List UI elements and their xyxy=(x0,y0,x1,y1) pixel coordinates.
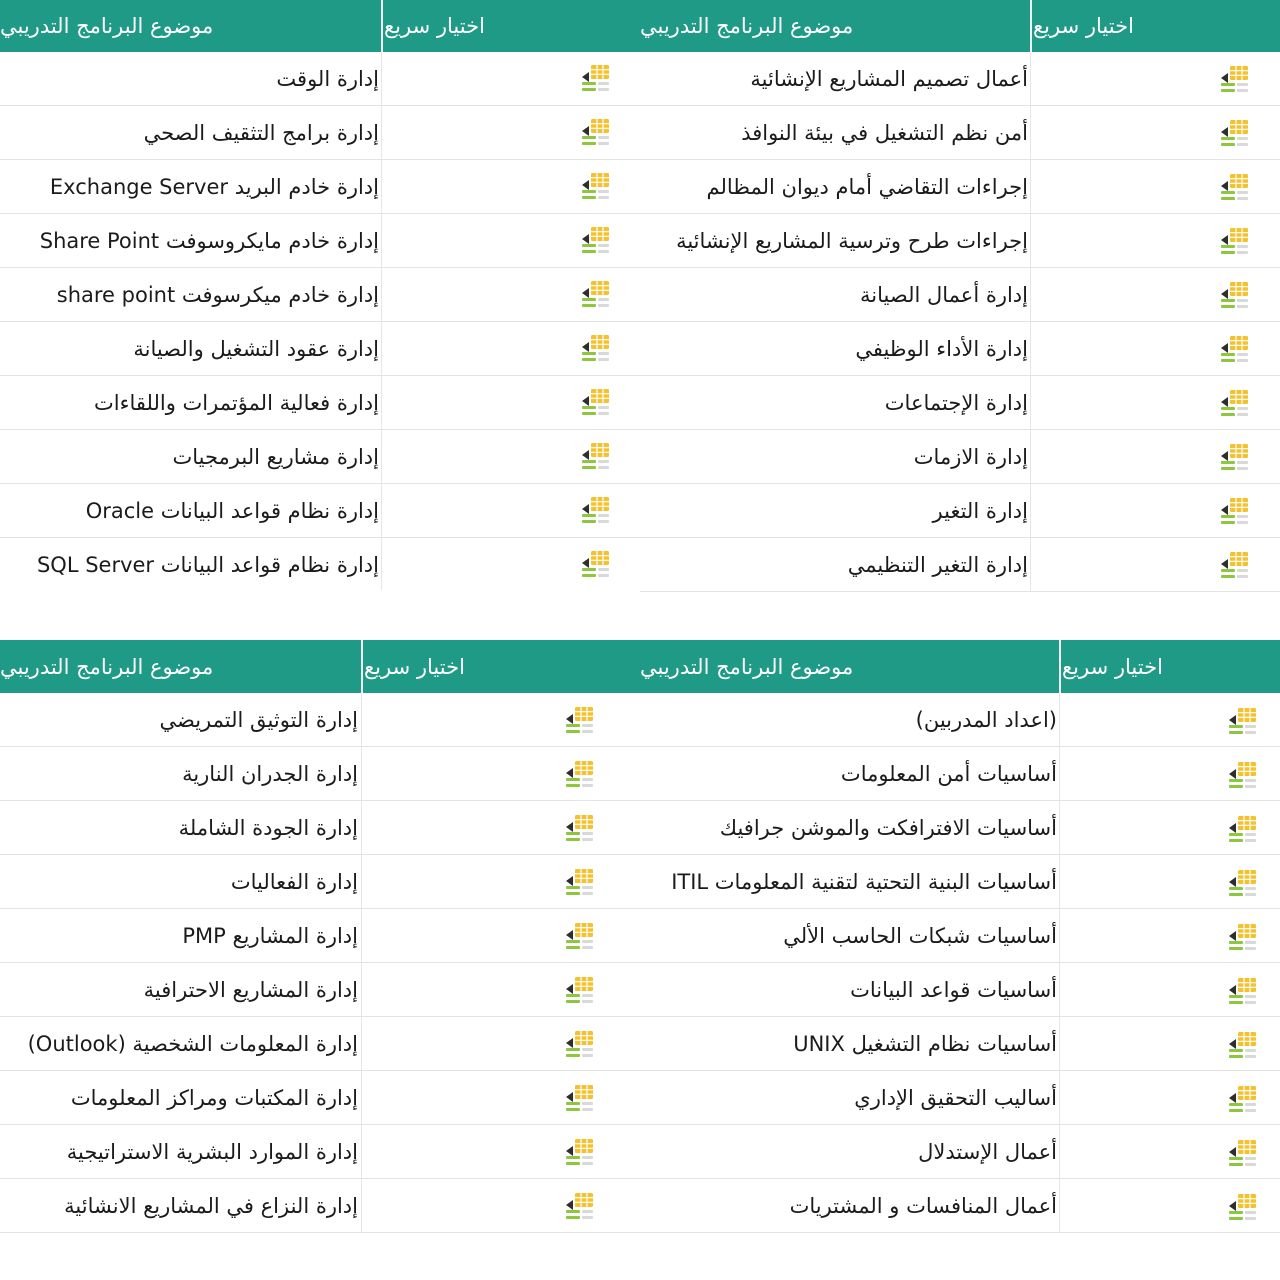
course-topic: إدارة المشاريع PMP xyxy=(182,923,358,948)
column-divider xyxy=(381,430,382,483)
column-divider xyxy=(381,160,382,213)
course-topic: إدارة الازمات xyxy=(913,444,1028,469)
table-select-icon[interactable] xyxy=(579,547,613,581)
table-select-icon[interactable] xyxy=(563,973,597,1007)
table-select-icon[interactable] xyxy=(579,223,613,257)
table-row xyxy=(0,963,640,1017)
topic-column-header: موضوع البرنامج التدريبي xyxy=(0,14,214,38)
column-divider xyxy=(381,214,382,267)
column-divider xyxy=(1059,1125,1060,1178)
topic-column-header: موضوع البرنامج التدريبي xyxy=(640,14,854,38)
course-topic: أساسيات شبكات الحاسب الألي xyxy=(783,923,1057,948)
column-divider xyxy=(381,484,382,537)
course-topic: إدارة أعمال الصيانة xyxy=(860,282,1028,307)
course-topic: إدارة المشاريع الاحترافية xyxy=(143,977,358,1002)
table-select-icon[interactable] xyxy=(1218,386,1252,420)
table-select-icon[interactable] xyxy=(1226,1028,1260,1062)
column-divider xyxy=(361,1017,362,1070)
course-topic: إدارة خادم مايكروسوفت Share Point xyxy=(39,228,379,253)
course-topic: أعمال الإستدلال xyxy=(918,1139,1057,1164)
course-topic: إدارة التوثيق التمريضي xyxy=(159,707,358,732)
column-divider xyxy=(1059,909,1060,962)
table-row xyxy=(0,801,640,855)
quick-select-column-header: اختيار سريع xyxy=(1033,14,1134,38)
table-select-icon[interactable] xyxy=(563,1081,597,1115)
course-topic: أساليب التحقيق الإداري xyxy=(854,1085,1057,1110)
table-header xyxy=(640,0,1280,52)
column-divider xyxy=(381,538,382,590)
table-row xyxy=(0,1125,640,1179)
table-select-icon[interactable] xyxy=(1226,758,1260,792)
table-row xyxy=(640,693,1280,747)
column-divider xyxy=(361,909,362,962)
table-row xyxy=(0,52,640,106)
table-row xyxy=(0,693,640,747)
column-divider xyxy=(1059,693,1060,746)
column-divider xyxy=(381,322,382,375)
column-divider xyxy=(1030,214,1031,267)
table-select-icon[interactable] xyxy=(1218,170,1252,204)
table-row xyxy=(0,376,640,430)
table-select-icon[interactable] xyxy=(563,865,597,899)
course-topic: إدارة عقود التشغيل والصيانة xyxy=(133,336,379,361)
course-topic: أمن نظم التشغيل في بيئة النوافذ xyxy=(741,120,1028,145)
column-divider xyxy=(381,376,382,429)
table-select-icon[interactable] xyxy=(563,703,597,737)
table-select-icon[interactable] xyxy=(563,757,597,791)
course-topic: إدارة الإجتماعات xyxy=(884,390,1028,415)
column-divider xyxy=(361,855,362,908)
table-row xyxy=(640,963,1280,1017)
table-select-icon[interactable] xyxy=(1226,812,1260,846)
table-row xyxy=(0,1017,640,1071)
table-select-icon[interactable] xyxy=(1226,920,1260,954)
table-row xyxy=(640,52,1280,106)
table-row xyxy=(0,538,640,590)
column-divider xyxy=(1059,747,1060,800)
course-topic: أساسيات أمن المعلومات xyxy=(840,761,1057,786)
table-select-icon[interactable] xyxy=(1226,974,1260,1008)
table-select-icon[interactable] xyxy=(579,61,613,95)
course-topic: (اعداد المدربين) xyxy=(915,707,1057,732)
course-topic: أعمال تصميم المشاريع الإنشائية xyxy=(750,66,1028,91)
table-row xyxy=(640,855,1280,909)
column-divider xyxy=(1059,1179,1060,1232)
table-row xyxy=(0,747,640,801)
course-table-1 xyxy=(640,0,1280,592)
course-topic: أساسيات الافترافكت والموشن جرافيك xyxy=(719,815,1057,840)
table-row xyxy=(0,909,640,963)
table-row xyxy=(640,909,1280,963)
column-divider xyxy=(381,52,382,105)
table-select-icon[interactable] xyxy=(1226,1136,1260,1170)
table-select-icon[interactable] xyxy=(563,811,597,845)
course-topic: إدارة الموارد البشرية الاستراتيجية xyxy=(66,1139,358,1164)
column-divider xyxy=(361,801,362,854)
table-select-icon[interactable] xyxy=(1226,866,1260,900)
table-row xyxy=(640,747,1280,801)
course-topic: إجراءات التقاضي أمام ديوان المظالم xyxy=(706,174,1028,199)
column-divider xyxy=(1030,430,1031,483)
column-divider xyxy=(1030,160,1031,213)
column-divider xyxy=(1059,1017,1060,1070)
column-divider xyxy=(361,963,362,1016)
table-row xyxy=(0,855,640,909)
table-select-icon[interactable] xyxy=(1218,440,1252,474)
course-topic: إدارة الجودة الشاملة xyxy=(178,815,358,840)
course-table-2 xyxy=(0,0,640,590)
column-divider xyxy=(1030,322,1031,375)
course-topic: إدارة التغير xyxy=(932,498,1028,523)
course-topic: إدارة التغير التنظيمي xyxy=(847,552,1028,577)
table-header xyxy=(0,0,640,52)
column-divider xyxy=(1030,376,1031,429)
table-row xyxy=(0,322,640,376)
table-row xyxy=(640,538,1280,592)
column-divider xyxy=(1059,855,1060,908)
course-topic: إجراءات طرح وترسية المشاريع الإنشائية xyxy=(676,228,1028,253)
course-topic: أساسيات قواعد البيانات xyxy=(850,977,1057,1002)
table-row xyxy=(0,1179,640,1233)
table-select-icon[interactable] xyxy=(1226,1082,1260,1116)
course-topic: إدارة نظام قواعد البيانات SQL Server xyxy=(36,552,379,577)
column-divider xyxy=(361,1125,362,1178)
column-divider xyxy=(1059,963,1060,1016)
table-select-icon[interactable] xyxy=(1218,62,1252,96)
column-divider xyxy=(1030,52,1031,105)
course-topic: إدارة الأداء الوظيفي xyxy=(855,336,1028,361)
table-row xyxy=(640,322,1280,376)
table-row xyxy=(640,376,1280,430)
table-row xyxy=(640,268,1280,322)
column-divider xyxy=(361,747,362,800)
topic-column-header: موضوع البرنامج التدريبي xyxy=(0,654,214,679)
course-table-4 xyxy=(0,640,640,1234)
column-divider xyxy=(381,268,382,321)
table-select-icon[interactable] xyxy=(1218,548,1252,582)
course-topic: إدارة فعالية المؤتمرات واللقاءات xyxy=(94,390,379,415)
course-topic: إدارة نظام قواعد البيانات Oracle xyxy=(85,498,379,523)
table-select-icon[interactable] xyxy=(1218,494,1252,528)
table-row xyxy=(640,160,1280,214)
table-select-icon[interactable] xyxy=(579,385,613,419)
table-row xyxy=(0,1071,640,1125)
table-row xyxy=(0,484,640,538)
column-divider xyxy=(361,693,362,746)
table-row xyxy=(640,106,1280,160)
table-select-icon[interactable] xyxy=(563,1027,597,1061)
header-divider xyxy=(1030,0,1032,52)
table-select-icon[interactable] xyxy=(579,115,613,149)
header-divider xyxy=(361,640,363,693)
table-row xyxy=(0,160,640,214)
table-row xyxy=(0,430,640,484)
table-row xyxy=(640,484,1280,538)
table-header xyxy=(0,640,640,693)
table-header xyxy=(640,640,1280,693)
table-select-icon[interactable] xyxy=(563,1189,597,1223)
course-table-3 xyxy=(640,640,1280,1240)
course-topic: أساسيات البنية التحتية لتقنية المعلومات ITIL xyxy=(671,869,1057,894)
course-topic: إدارة برامج التثقيف الصحي xyxy=(143,120,379,145)
table-row xyxy=(640,430,1280,484)
course-topic: إدارة الوقت xyxy=(276,66,379,91)
quick-select-column-header: اختيار سريع xyxy=(1062,654,1163,679)
table-select-icon[interactable] xyxy=(1218,332,1252,366)
topic-column-header: موضوع البرنامج التدريبي xyxy=(640,654,854,679)
table-row xyxy=(640,801,1280,855)
table-select-icon[interactable] xyxy=(1226,704,1260,738)
column-divider xyxy=(1030,106,1031,159)
quick-select-column-header: اختيار سريع xyxy=(384,14,485,38)
table-select-icon[interactable] xyxy=(1218,116,1252,150)
table-row xyxy=(640,1125,1280,1179)
table-row xyxy=(640,1179,1280,1233)
table-select-icon[interactable] xyxy=(579,277,613,311)
column-divider xyxy=(1030,538,1031,591)
table-row xyxy=(640,1017,1280,1071)
course-topic: إدارة النزاع في المشاريع الانشائية xyxy=(64,1193,358,1218)
table-row xyxy=(0,268,640,322)
table-select-icon[interactable] xyxy=(579,331,613,365)
table-row xyxy=(640,214,1280,268)
course-topic: أعمال المنافسات و المشتريات xyxy=(789,1193,1057,1218)
table-select-icon[interactable] xyxy=(563,1135,597,1169)
table-select-icon[interactable] xyxy=(1218,278,1252,312)
table-select-icon[interactable] xyxy=(579,169,613,203)
course-topic: أساسيات نظام التشغيل UNIX xyxy=(793,1031,1057,1056)
course-topic: إدارة خادم ميكرسوفت share point xyxy=(56,282,379,307)
table-select-icon[interactable] xyxy=(1218,224,1252,258)
header-divider xyxy=(381,0,383,52)
table-row xyxy=(0,214,640,268)
table-select-icon[interactable] xyxy=(1226,1190,1260,1224)
column-divider xyxy=(361,1071,362,1124)
course-topic: إدارة المعلومات الشخصية (Outlook) xyxy=(27,1031,358,1056)
header-divider xyxy=(1059,640,1061,693)
course-topic: إدارة خادم البريد Exchange Server xyxy=(49,174,379,199)
course-topic: إدارة الفعاليات xyxy=(230,869,358,894)
table-select-icon[interactable] xyxy=(579,493,613,527)
table-row xyxy=(0,106,640,160)
course-topic: إدارة المكتبات ومراكز المعلومات xyxy=(70,1085,358,1110)
course-topic: إدارة الجدران النارية xyxy=(182,761,358,786)
column-divider xyxy=(1030,484,1031,537)
column-divider xyxy=(1059,1071,1060,1124)
table-select-icon[interactable] xyxy=(579,439,613,473)
quick-select-column-header: اختيار سريع xyxy=(364,654,465,679)
column-divider xyxy=(381,106,382,159)
column-divider xyxy=(361,1179,362,1232)
course-topic: إدارة مشاريع البرمجيات xyxy=(172,444,379,469)
table-select-icon[interactable] xyxy=(563,919,597,953)
table-row xyxy=(640,1071,1280,1125)
column-divider xyxy=(1059,801,1060,854)
column-divider xyxy=(1030,268,1031,321)
